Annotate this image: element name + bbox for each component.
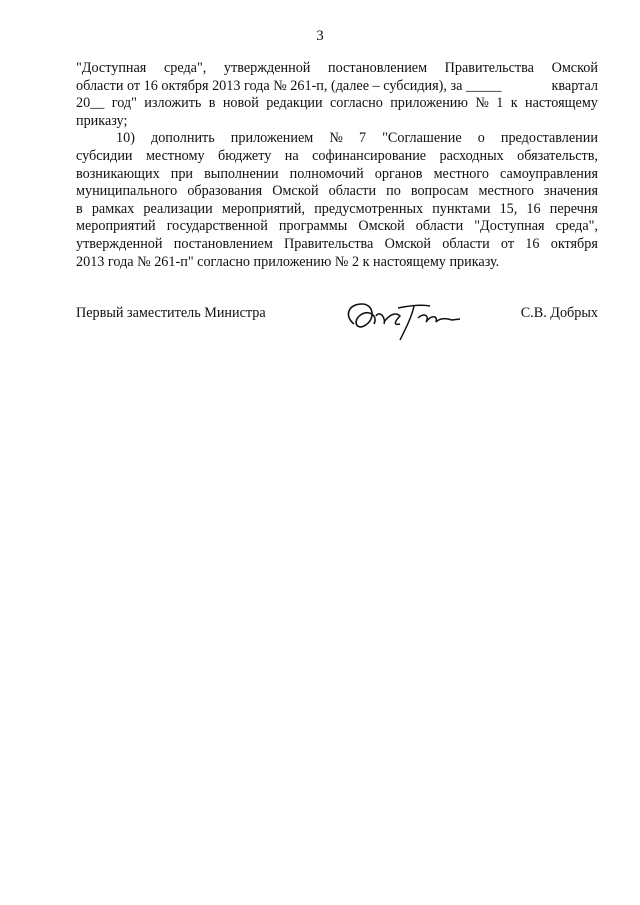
word: области от 16 октября 2013 года № 261-п, (далее – субсидия), за _____ <box>76 77 502 94</box>
word: государственной <box>166 218 268 235</box>
word: Омской <box>272 183 319 200</box>
word: по <box>386 183 401 200</box>
word: дополнить <box>150 130 215 147</box>
word: октября <box>550 235 598 252</box>
page-number: 3 <box>316 28 324 44</box>
word: среда", <box>163 60 207 76</box>
word: "Доступная <box>76 60 147 76</box>
word: Омской <box>551 60 598 76</box>
paragraph-continuation <box>76 60 598 130</box>
word: предоставлении <box>500 130 598 147</box>
word: постановлением <box>328 60 428 76</box>
word: возникающих <box>76 165 160 182</box>
word: постановлением <box>173 235 273 252</box>
paragraph-item-10 <box>76 130 598 271</box>
word: от <box>500 235 515 252</box>
word: 20__ <box>76 95 105 112</box>
text-line <box>76 201 598 219</box>
word: бюджету <box>218 147 272 164</box>
word: местного <box>478 183 534 200</box>
word: Омской <box>358 218 405 235</box>
word: расходных <box>439 147 504 164</box>
text-line <box>76 183 598 201</box>
word: 16 <box>525 235 540 252</box>
word: области <box>442 235 490 252</box>
word: утвержденной <box>223 60 311 76</box>
word: приложению <box>390 95 468 112</box>
word: о <box>477 130 485 147</box>
word: 15, <box>499 200 518 217</box>
word: софинансирование <box>312 147 427 164</box>
word: выполнении <box>204 165 279 182</box>
word: среда", <box>555 218 598 235</box>
text-line <box>76 78 598 96</box>
word: полномочий <box>289 165 364 182</box>
text-line <box>76 60 598 78</box>
word: Правительства <box>444 60 534 76</box>
text-line <box>76 236 598 254</box>
text-line <box>76 218 598 236</box>
word: муниципального <box>76 183 178 200</box>
text-line: приказу; <box>76 112 128 129</box>
word: "Доступная <box>474 218 545 235</box>
word: самоуправления <box>500 165 598 182</box>
word: органов <box>374 165 423 182</box>
word: в <box>208 95 216 112</box>
word: вопросам <box>410 183 469 200</box>
word: предусмотренных <box>314 200 424 217</box>
word: год" <box>111 95 137 112</box>
word: в <box>76 200 83 217</box>
word: № <box>329 130 343 147</box>
word: мероприятий <box>76 218 156 235</box>
word: местному <box>145 147 205 164</box>
handwritten-signature <box>334 294 464 346</box>
word: 10) <box>116 130 135 147</box>
text-line <box>76 130 598 148</box>
word: мероприятий, <box>221 200 306 217</box>
word: на <box>284 147 299 164</box>
word: настоящему <box>525 95 598 112</box>
word: реализации <box>143 200 213 217</box>
word: значения <box>543 183 598 200</box>
text-line: 2013 года № 261-п" согласно приложению № 2 к настоящему приказу. <box>76 253 500 270</box>
word: области <box>415 218 464 235</box>
word: Омской <box>384 235 431 252</box>
word: № <box>475 95 489 112</box>
word: к <box>510 95 518 112</box>
word: квартал <box>551 77 598 94</box>
word: местного <box>433 165 489 182</box>
word: приложением <box>230 130 314 147</box>
text-line <box>76 95 598 113</box>
text-line <box>76 148 598 166</box>
signer-title: Первый заместитель Министра <box>76 305 266 321</box>
signature-block <box>76 300 598 350</box>
word: 16 <box>526 200 541 217</box>
word: субсидии <box>76 147 133 164</box>
word: 1 <box>496 95 504 112</box>
word: образования <box>187 183 263 200</box>
word: перечня <box>549 200 598 217</box>
word: утвержденной <box>76 235 163 252</box>
word: согласно <box>329 95 383 112</box>
word: изложить <box>144 95 202 112</box>
word: редакции <box>266 95 323 112</box>
word: при <box>170 165 194 182</box>
word: пунктами <box>432 200 491 217</box>
document-body <box>76 60 598 271</box>
word: новой <box>222 95 259 112</box>
text-line <box>76 166 598 184</box>
word: Правительства <box>284 235 374 252</box>
word: обязательств, <box>517 147 598 164</box>
word: области <box>328 183 377 200</box>
word: 7 <box>358 130 367 147</box>
word: рамках <box>91 200 135 217</box>
word: "Соглашение <box>382 130 462 147</box>
word: программы <box>278 218 348 235</box>
signer-name: С.В. Добрых <box>520 305 598 321</box>
